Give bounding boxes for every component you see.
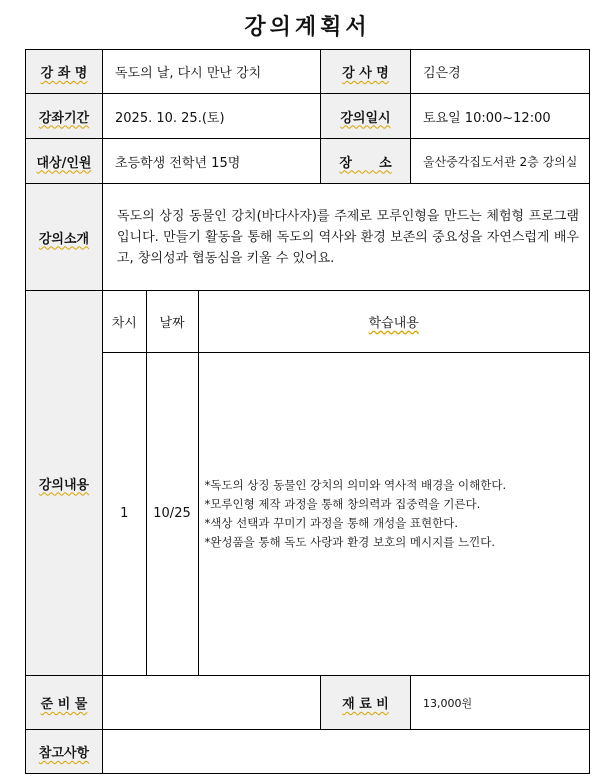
prep-value	[103, 676, 321, 730]
target-value: 초등학생 전학년 15명	[103, 139, 321, 184]
learning-header: 학습내용	[198, 291, 589, 352]
date-cell: 10/25	[146, 352, 198, 675]
content-cell	[103, 291, 590, 676]
session-header: 차시	[103, 291, 146, 352]
content-row	[103, 352, 589, 675]
notes-value	[103, 730, 590, 774]
course-name-label: 강 좌 명	[26, 50, 103, 94]
content-header-row	[103, 291, 589, 352]
place-value: 울산중각집도서관 2층 강의실	[411, 139, 590, 184]
notes-label: 참고사항	[26, 730, 103, 774]
period-label: 강좌기간	[26, 94, 103, 139]
intro-label: 강의소개	[26, 184, 103, 291]
place-label: 장 소	[321, 139, 411, 184]
row-notes	[26, 730, 590, 774]
lecture-plan-table	[25, 49, 590, 774]
row-course-name	[26, 50, 590, 94]
row-intro	[26, 184, 590, 291]
instructor-value: 김은경	[411, 50, 590, 94]
intro-text: 독도의 상징 동물인 강치(바다사자)를 주제로 모루인형을 만드는 체험형 프로그램입니다. 만들기 활동을 통해 독도의 역사와 환경 보존의 중요성을 자연스럽게 배우고, 창의성과 협동심을 키울 수 있어요.	[103, 184, 590, 291]
row-period	[26, 94, 590, 139]
fee-label: 재 료 비	[321, 676, 411, 730]
row-prep	[26, 676, 590, 730]
objective-item: *독도의 상징 동물인 강치의 의미와 역사적 배경을 이해한다.	[204, 477, 507, 492]
objective-item: *완성품을 통해 독도 사랑과 환경 보호의 메시지를 느낀다.	[204, 534, 495, 549]
content-label: 강의내용	[26, 291, 103, 676]
row-target	[26, 139, 590, 184]
instructor-label: 강 사 명	[321, 50, 411, 94]
date-header: 날짜	[146, 291, 198, 352]
period-value: 2025. 10. 25.(토)	[103, 94, 321, 139]
course-name-value: 독도의 날, 다시 만난 강치	[103, 50, 321, 94]
fee-value: 13,000원	[411, 676, 590, 730]
row-content	[26, 291, 590, 676]
session-cell: 1	[103, 352, 146, 675]
schedule-value: 토요일 10:00~12:00	[411, 94, 590, 139]
document-title: 강의계획서	[244, 15, 371, 40]
target-label: 대상/인원	[26, 139, 103, 184]
content-inner-table	[103, 291, 589, 675]
objectives-cell	[198, 352, 589, 675]
objective-item: *색상 선택과 꾸미기 과정을 통해 개성을 표현한다.	[204, 515, 459, 530]
objective-item: *모루인형 제작 과정을 통해 창의력과 집중력을 기른다.	[204, 496, 481, 511]
prep-label: 준 비 물	[26, 676, 103, 730]
schedule-label: 강의일시	[321, 94, 411, 139]
